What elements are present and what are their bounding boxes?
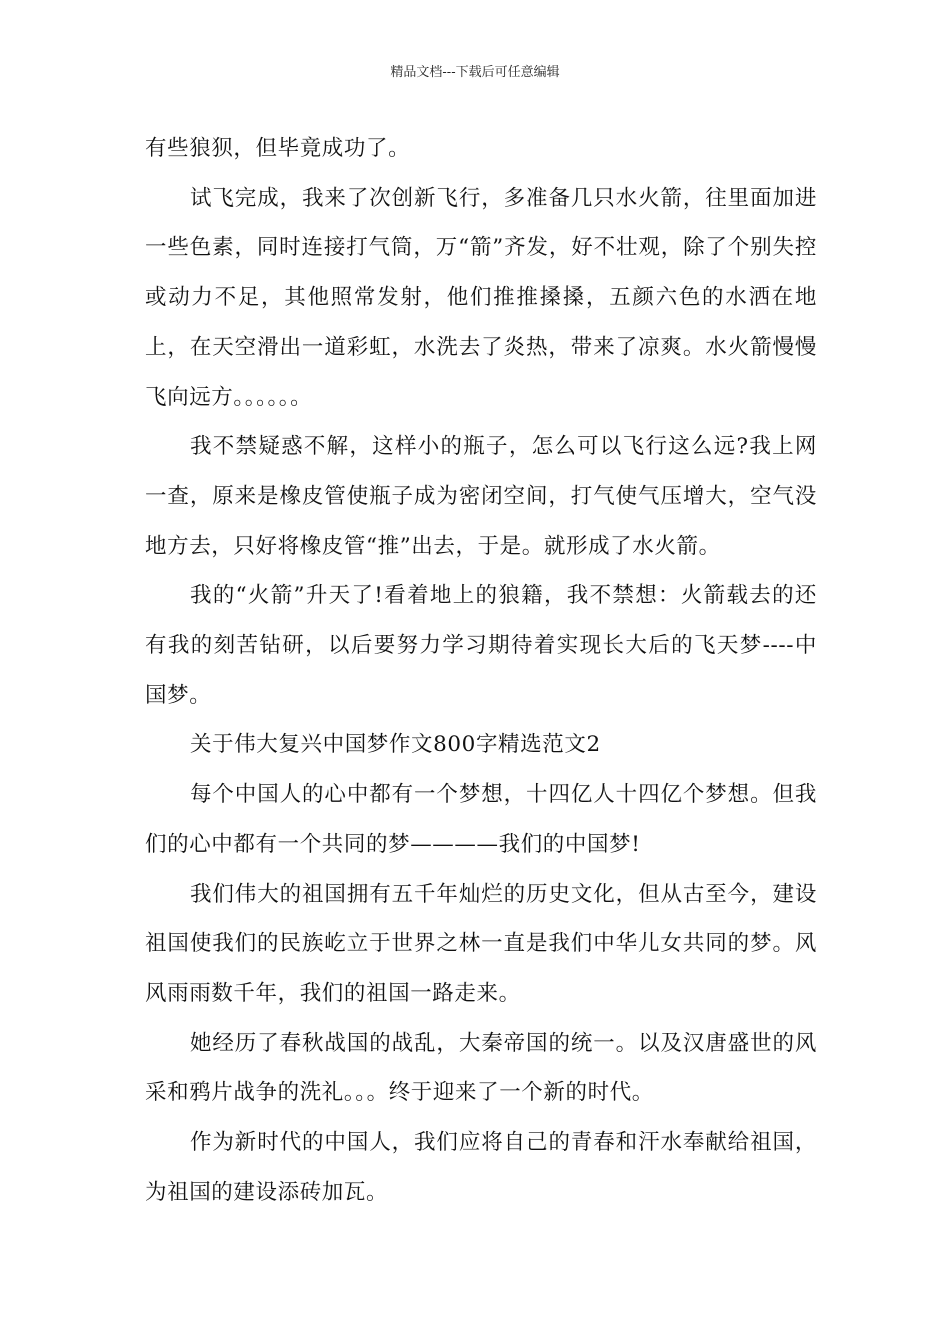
paragraph-2: 试飞完成，我来了次创新飞行，多准备几只水火箭，往里面加进一些色素，同时连接打气筒，万“箭”齐发，好不壮观，除了个别失控或动力不足，其他照常发射，他们推推搡搡，五颜六色的水洒在地上，在天空滑出一道彩虹，水洗去了炎热，带来了凉爽。水火箭慢慢飞向远方。。。。。。 <box>145 185 817 410</box>
paragraph-1: 有些狼狈，但毕竟成功了。 <box>145 136 411 161</box>
page-header: 精品文档---下载后可任意编辑 <box>390 65 560 80</box>
paragraph-6: 我们伟大的祖国拥有五千年灿烂的历史文化，但从古至今，建设祖国使我们的民族屹立于世界之林一直是我们中华儿女共同的梦。风风雨雨数千年，我们的祖国一路走来。 <box>145 881 817 1006</box>
paragraph-7: 她经历了春秋战国的战乱，大秦帝国的统一。以及汉唐盛世的风采和鸦片战争的洗礼。。。终于迎来了一个新的时代。 <box>145 1030 817 1106</box>
paragraph-4: 我的“火箭”升天了!看着地上的狼籍，我不禁想：火箭载去的还有我的刻苦钻研，以后要努力学习期待着实现长大后的飞天梦----中国梦。 <box>145 583 817 708</box>
paragraph-3: 我不禁疑惑不解，这样小的瓶子，怎么可以飞行这么远?我上网一查，原来是橡皮管使瓶子成为密闭空间，打气使气压增大，空气没地方去，只好将橡皮管“推”出去，于是。就形成了水火箭。 <box>145 434 817 559</box>
document-body <box>145 124 817 1217</box>
section-heading: 关于伟大复兴中国梦作文800字精选范文2 <box>190 732 601 758</box>
paragraph-8: 作为新时代的中国人，我们应将自己的青春和汗水奉献给祖国，为祖国的建设添砖加瓦。 <box>145 1130 817 1205</box>
paragraph-5: 每个中国人的心中都有一个梦想，十四亿人十四亿个梦想。但我们的心中都有一个共同的梦————我们的中国梦! <box>145 782 817 857</box>
